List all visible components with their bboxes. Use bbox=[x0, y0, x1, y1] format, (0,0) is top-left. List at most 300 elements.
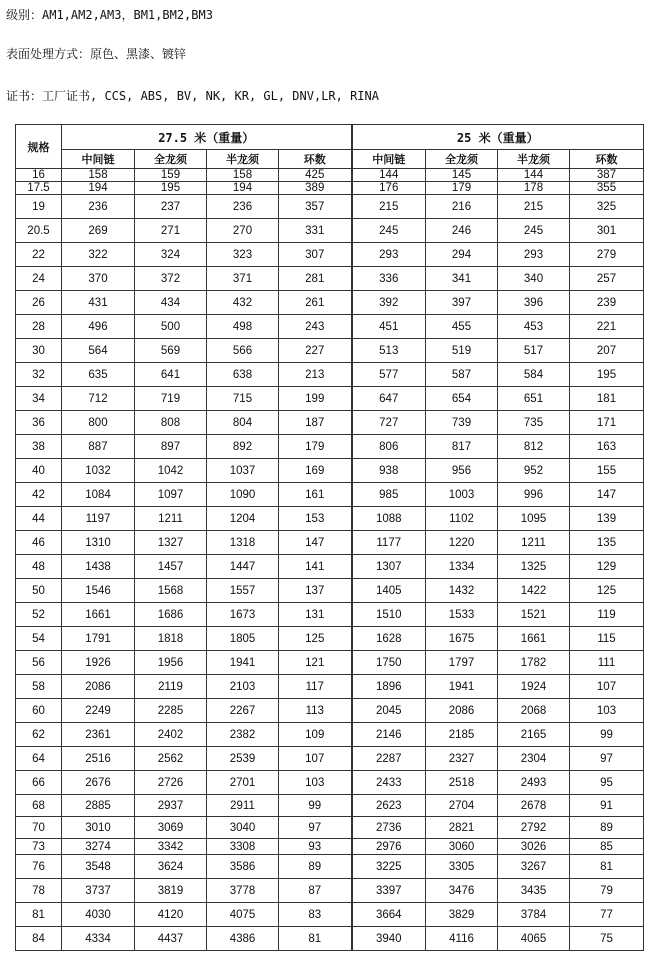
table-row bbox=[16, 927, 644, 951]
value-cell: 1327 bbox=[135, 531, 207, 555]
value-cell: 2285 bbox=[135, 699, 207, 723]
value-cell: 1211 bbox=[135, 507, 207, 531]
value-cell: 806 bbox=[352, 435, 426, 459]
spec-cell: 52 bbox=[16, 603, 62, 627]
table-row bbox=[16, 411, 644, 435]
value-cell: 216 bbox=[426, 195, 498, 219]
value-cell: 169 bbox=[279, 459, 352, 483]
spec-cell: 28 bbox=[16, 315, 62, 339]
spec-cell: 70 bbox=[16, 817, 62, 839]
value-cell: 119 bbox=[570, 603, 644, 627]
value-cell: 2146 bbox=[352, 723, 426, 747]
spec-cell: 68 bbox=[16, 795, 62, 817]
value-cell: 1307 bbox=[352, 555, 426, 579]
value-cell: 1924 bbox=[498, 675, 570, 699]
value-cell: 2701 bbox=[207, 771, 279, 795]
value-cell: 635 bbox=[62, 363, 135, 387]
value-cell: 812 bbox=[498, 435, 570, 459]
value-cell: 270 bbox=[207, 219, 279, 243]
value-cell: 1750 bbox=[352, 651, 426, 675]
table-row bbox=[16, 651, 644, 675]
value-cell: 1818 bbox=[135, 627, 207, 651]
value-cell: 4120 bbox=[135, 903, 207, 927]
value-cell: 651 bbox=[498, 387, 570, 411]
value-cell: 135 bbox=[570, 531, 644, 555]
value-cell: 336 bbox=[352, 267, 426, 291]
value-cell: 87 bbox=[279, 879, 352, 903]
spec-cell: 62 bbox=[16, 723, 62, 747]
table-body bbox=[16, 169, 644, 951]
value-cell: 153 bbox=[279, 507, 352, 531]
subheader-half-tail: 半龙须 bbox=[207, 150, 279, 169]
table-row bbox=[16, 903, 644, 927]
value-cell: 4030 bbox=[62, 903, 135, 927]
value-cell: 1661 bbox=[498, 627, 570, 651]
value-cell: 109 bbox=[279, 723, 352, 747]
value-cell: 1310 bbox=[62, 531, 135, 555]
value-cell: 81 bbox=[279, 927, 352, 951]
table-row bbox=[16, 555, 644, 579]
value-cell: 2103 bbox=[207, 675, 279, 699]
value-cell: 2086 bbox=[62, 675, 135, 699]
table-row bbox=[16, 315, 644, 339]
subheader-full-tail: 全龙须 bbox=[135, 150, 207, 169]
table-row bbox=[16, 387, 644, 411]
value-cell: 3342 bbox=[135, 839, 207, 855]
value-cell: 179 bbox=[279, 435, 352, 459]
value-cell: 243 bbox=[279, 315, 352, 339]
value-cell: 371 bbox=[207, 267, 279, 291]
value-cell: 281 bbox=[279, 267, 352, 291]
value-cell: 425 bbox=[279, 169, 352, 182]
value-cell: 2165 bbox=[498, 723, 570, 747]
value-cell: 195 bbox=[135, 182, 207, 195]
value-cell: 2361 bbox=[62, 723, 135, 747]
value-cell: 131 bbox=[279, 603, 352, 627]
table-row bbox=[16, 747, 644, 771]
value-cell: 2885 bbox=[62, 795, 135, 817]
spec-cell: 54 bbox=[16, 627, 62, 651]
value-cell: 392 bbox=[352, 291, 426, 315]
value-cell: 213 bbox=[279, 363, 352, 387]
value-cell: 227 bbox=[279, 339, 352, 363]
value-cell: 396 bbox=[498, 291, 570, 315]
value-cell: 2976 bbox=[352, 839, 426, 855]
value-cell: 89 bbox=[570, 817, 644, 839]
value-cell: 1197 bbox=[62, 507, 135, 531]
value-cell: 158 bbox=[207, 169, 279, 182]
value-cell: 587 bbox=[426, 363, 498, 387]
value-cell: 269 bbox=[62, 219, 135, 243]
value-cell: 2086 bbox=[426, 699, 498, 723]
value-cell: 91 bbox=[570, 795, 644, 817]
value-cell: 257 bbox=[570, 267, 644, 291]
value-cell: 2678 bbox=[498, 795, 570, 817]
value-cell: 117 bbox=[279, 675, 352, 699]
value-cell: 355 bbox=[570, 182, 644, 195]
value-cell: 3060 bbox=[426, 839, 498, 855]
value-cell: 129 bbox=[570, 555, 644, 579]
value-cell: 3664 bbox=[352, 903, 426, 927]
table-row bbox=[16, 459, 644, 483]
value-cell: 3397 bbox=[352, 879, 426, 903]
spec-cell: 38 bbox=[16, 435, 62, 459]
value-cell: 85 bbox=[570, 839, 644, 855]
value-cell: 2327 bbox=[426, 747, 498, 771]
value-cell: 2382 bbox=[207, 723, 279, 747]
table-row bbox=[16, 699, 644, 723]
value-cell: 3267 bbox=[498, 855, 570, 879]
value-cell: 496 bbox=[62, 315, 135, 339]
value-cell: 221 bbox=[570, 315, 644, 339]
value-cell: 331 bbox=[279, 219, 352, 243]
value-cell: 77 bbox=[570, 903, 644, 927]
value-cell: 1941 bbox=[426, 675, 498, 699]
value-cell: 1791 bbox=[62, 627, 135, 651]
value-cell: 2726 bbox=[135, 771, 207, 795]
value-cell: 1457 bbox=[135, 555, 207, 579]
value-cell: 1447 bbox=[207, 555, 279, 579]
value-cell: 735 bbox=[498, 411, 570, 435]
value-cell: 1686 bbox=[135, 603, 207, 627]
subheader-full-tail: 全龙须 bbox=[426, 150, 498, 169]
value-cell: 566 bbox=[207, 339, 279, 363]
value-cell: 808 bbox=[135, 411, 207, 435]
value-cell: 2623 bbox=[352, 795, 426, 817]
value-cell: 897 bbox=[135, 435, 207, 459]
value-cell: 451 bbox=[352, 315, 426, 339]
value-cell: 1782 bbox=[498, 651, 570, 675]
value-cell: 3308 bbox=[207, 839, 279, 855]
table-row bbox=[16, 291, 644, 315]
value-cell: 245 bbox=[352, 219, 426, 243]
value-cell: 1432 bbox=[426, 579, 498, 603]
value-cell: 2539 bbox=[207, 747, 279, 771]
table-row bbox=[16, 169, 644, 182]
subheader-link-count: 环数 bbox=[570, 150, 644, 169]
value-cell: 207 bbox=[570, 339, 644, 363]
value-cell: 431 bbox=[62, 291, 135, 315]
value-cell: 517 bbox=[498, 339, 570, 363]
value-cell: 2493 bbox=[498, 771, 570, 795]
spec-cell: 19 bbox=[16, 195, 62, 219]
group-25m-header: 25 米（重量） bbox=[352, 125, 644, 150]
table-row bbox=[16, 579, 644, 603]
spec-cell: 46 bbox=[16, 531, 62, 555]
value-cell: 178 bbox=[498, 182, 570, 195]
spec-header: 规格 bbox=[16, 125, 62, 169]
value-cell: 2911 bbox=[207, 795, 279, 817]
value-cell: 159 bbox=[135, 169, 207, 182]
value-cell: 1032 bbox=[62, 459, 135, 483]
value-cell: 985 bbox=[352, 483, 426, 507]
spec-cell: 20.5 bbox=[16, 219, 62, 243]
value-cell: 3737 bbox=[62, 879, 135, 903]
spec-cell: 36 bbox=[16, 411, 62, 435]
value-cell: 79 bbox=[570, 879, 644, 903]
value-cell: 325 bbox=[570, 195, 644, 219]
value-cell: 1675 bbox=[426, 627, 498, 651]
value-cell: 938 bbox=[352, 459, 426, 483]
value-cell: 1088 bbox=[352, 507, 426, 531]
value-cell: 293 bbox=[498, 243, 570, 267]
table-row bbox=[16, 627, 644, 651]
subheader-link-count: 环数 bbox=[279, 150, 352, 169]
table-row bbox=[16, 603, 644, 627]
value-cell: 155 bbox=[570, 459, 644, 483]
value-cell: 1084 bbox=[62, 483, 135, 507]
value-cell: 163 bbox=[570, 435, 644, 459]
value-cell: 95 bbox=[570, 771, 644, 795]
value-cell: 577 bbox=[352, 363, 426, 387]
value-cell: 3026 bbox=[498, 839, 570, 855]
value-cell: 4437 bbox=[135, 927, 207, 951]
table-row bbox=[16, 363, 644, 387]
value-cell: 1204 bbox=[207, 507, 279, 531]
value-cell: 99 bbox=[279, 795, 352, 817]
value-cell: 647 bbox=[352, 387, 426, 411]
spec-cell: 26 bbox=[16, 291, 62, 315]
value-cell: 1405 bbox=[352, 579, 426, 603]
value-cell: 2287 bbox=[352, 747, 426, 771]
value-cell: 103 bbox=[279, 771, 352, 795]
value-cell: 500 bbox=[135, 315, 207, 339]
value-cell: 2185 bbox=[426, 723, 498, 747]
value-cell: 2518 bbox=[426, 771, 498, 795]
value-cell: 887 bbox=[62, 435, 135, 459]
value-cell: 279 bbox=[570, 243, 644, 267]
value-cell: 727 bbox=[352, 411, 426, 435]
value-cell: 453 bbox=[498, 315, 570, 339]
value-cell: 996 bbox=[498, 483, 570, 507]
value-cell: 513 bbox=[352, 339, 426, 363]
value-cell: 2937 bbox=[135, 795, 207, 817]
value-cell: 215 bbox=[498, 195, 570, 219]
spec-cell: 16 bbox=[16, 169, 62, 182]
value-cell: 641 bbox=[135, 363, 207, 387]
value-cell: 519 bbox=[426, 339, 498, 363]
value-cell: 4386 bbox=[207, 927, 279, 951]
value-cell: 800 bbox=[62, 411, 135, 435]
value-cell: 1177 bbox=[352, 531, 426, 555]
value-cell: 2119 bbox=[135, 675, 207, 699]
value-cell: 817 bbox=[426, 435, 498, 459]
value-cell: 1533 bbox=[426, 603, 498, 627]
subheader-half-tail: 半龙须 bbox=[498, 150, 570, 169]
value-cell: 2267 bbox=[207, 699, 279, 723]
value-cell: 1097 bbox=[135, 483, 207, 507]
value-cell: 719 bbox=[135, 387, 207, 411]
value-cell: 4075 bbox=[207, 903, 279, 927]
spec-cell: 78 bbox=[16, 879, 62, 903]
value-cell: 584 bbox=[498, 363, 570, 387]
value-cell: 194 bbox=[62, 182, 135, 195]
spec-cell: 22 bbox=[16, 243, 62, 267]
value-cell: 176 bbox=[352, 182, 426, 195]
value-cell: 2304 bbox=[498, 747, 570, 771]
spec-cell: 81 bbox=[16, 903, 62, 927]
value-cell: 3940 bbox=[352, 927, 426, 951]
value-cell: 3624 bbox=[135, 855, 207, 879]
value-cell: 187 bbox=[279, 411, 352, 435]
value-cell: 4065 bbox=[498, 927, 570, 951]
value-cell: 1926 bbox=[62, 651, 135, 675]
table-row bbox=[16, 219, 644, 243]
value-cell: 1896 bbox=[352, 675, 426, 699]
value-cell: 75 bbox=[570, 927, 644, 951]
value-cell: 307 bbox=[279, 243, 352, 267]
value-cell: 389 bbox=[279, 182, 352, 195]
value-cell: 3305 bbox=[426, 855, 498, 879]
value-cell: 1805 bbox=[207, 627, 279, 651]
value-cell: 654 bbox=[426, 387, 498, 411]
value-cell: 97 bbox=[570, 747, 644, 771]
value-cell: 1211 bbox=[498, 531, 570, 555]
spec-cell: 42 bbox=[16, 483, 62, 507]
value-cell: 372 bbox=[135, 267, 207, 291]
value-cell: 147 bbox=[570, 483, 644, 507]
value-cell: 1102 bbox=[426, 507, 498, 531]
value-cell: 301 bbox=[570, 219, 644, 243]
value-cell: 103 bbox=[570, 699, 644, 723]
spec-cell: 58 bbox=[16, 675, 62, 699]
value-cell: 2433 bbox=[352, 771, 426, 795]
value-cell: 137 bbox=[279, 579, 352, 603]
value-cell: 2516 bbox=[62, 747, 135, 771]
value-cell: 638 bbox=[207, 363, 279, 387]
value-cell: 1510 bbox=[352, 603, 426, 627]
value-cell: 2821 bbox=[426, 817, 498, 839]
value-cell: 2068 bbox=[498, 699, 570, 723]
value-cell: 271 bbox=[135, 219, 207, 243]
value-cell: 1042 bbox=[135, 459, 207, 483]
table-row bbox=[16, 507, 644, 531]
value-cell: 194 bbox=[207, 182, 279, 195]
value-cell: 1220 bbox=[426, 531, 498, 555]
spec-cell: 50 bbox=[16, 579, 62, 603]
value-cell: 125 bbox=[279, 627, 352, 651]
value-cell: 432 bbox=[207, 291, 279, 315]
table-row bbox=[16, 795, 644, 817]
spec-cell: 17.5 bbox=[16, 182, 62, 195]
value-cell: 246 bbox=[426, 219, 498, 243]
value-cell: 4334 bbox=[62, 927, 135, 951]
table-row bbox=[16, 675, 644, 699]
value-cell: 1318 bbox=[207, 531, 279, 555]
spec-cell: 40 bbox=[16, 459, 62, 483]
chain-weight-table bbox=[15, 124, 644, 951]
value-cell: 115 bbox=[570, 627, 644, 651]
value-cell: 323 bbox=[207, 243, 279, 267]
value-cell: 1941 bbox=[207, 651, 279, 675]
value-cell: 1037 bbox=[207, 459, 279, 483]
value-cell: 1438 bbox=[62, 555, 135, 579]
table-row bbox=[16, 483, 644, 507]
table-row bbox=[16, 182, 644, 195]
spec-cell: 60 bbox=[16, 699, 62, 723]
spec-cell: 64 bbox=[16, 747, 62, 771]
value-cell: 1661 bbox=[62, 603, 135, 627]
value-cell: 3225 bbox=[352, 855, 426, 879]
value-cell: 161 bbox=[279, 483, 352, 507]
value-cell: 2736 bbox=[352, 817, 426, 839]
group-27-5m-header: 27.5 米（重量） bbox=[62, 125, 352, 150]
table-row bbox=[16, 267, 644, 291]
table-row bbox=[16, 243, 644, 267]
value-cell: 237 bbox=[135, 195, 207, 219]
value-cell: 3819 bbox=[135, 879, 207, 903]
spec-cell: 56 bbox=[16, 651, 62, 675]
value-cell: 139 bbox=[570, 507, 644, 531]
value-cell: 195 bbox=[570, 363, 644, 387]
value-cell: 434 bbox=[135, 291, 207, 315]
value-cell: 564 bbox=[62, 339, 135, 363]
value-cell: 239 bbox=[570, 291, 644, 315]
value-cell: 111 bbox=[570, 651, 644, 675]
value-cell: 3069 bbox=[135, 817, 207, 839]
value-cell: 455 bbox=[426, 315, 498, 339]
value-cell: 1334 bbox=[426, 555, 498, 579]
value-cell: 2704 bbox=[426, 795, 498, 817]
value-cell: 83 bbox=[279, 903, 352, 927]
value-cell: 324 bbox=[135, 243, 207, 267]
value-cell: 322 bbox=[62, 243, 135, 267]
value-cell: 1797 bbox=[426, 651, 498, 675]
value-cell: 2249 bbox=[62, 699, 135, 723]
value-cell: 3778 bbox=[207, 879, 279, 903]
value-cell: 158 bbox=[62, 169, 135, 182]
value-cell: 141 bbox=[279, 555, 352, 579]
value-cell: 179 bbox=[426, 182, 498, 195]
value-cell: 147 bbox=[279, 531, 352, 555]
value-cell: 3829 bbox=[426, 903, 498, 927]
value-cell: 892 bbox=[207, 435, 279, 459]
value-cell: 236 bbox=[62, 195, 135, 219]
value-cell: 3274 bbox=[62, 839, 135, 855]
spec-cell: 76 bbox=[16, 855, 62, 879]
subheader-middle-chain: 中间链 bbox=[352, 150, 426, 169]
table-row bbox=[16, 435, 644, 459]
value-cell: 370 bbox=[62, 267, 135, 291]
value-cell: 121 bbox=[279, 651, 352, 675]
value-cell: 397 bbox=[426, 291, 498, 315]
spec-cell: 73 bbox=[16, 839, 62, 855]
value-cell: 1956 bbox=[135, 651, 207, 675]
table-row bbox=[16, 723, 644, 747]
value-cell: 715 bbox=[207, 387, 279, 411]
value-cell: 357 bbox=[279, 195, 352, 219]
spec-cell: 48 bbox=[16, 555, 62, 579]
value-cell: 294 bbox=[426, 243, 498, 267]
value-cell: 3586 bbox=[207, 855, 279, 879]
value-cell: 3010 bbox=[62, 817, 135, 839]
table-row bbox=[16, 839, 644, 855]
spec-cell: 66 bbox=[16, 771, 62, 795]
value-cell: 93 bbox=[279, 839, 352, 855]
value-cell: 171 bbox=[570, 411, 644, 435]
value-cell: 245 bbox=[498, 219, 570, 243]
value-cell: 107 bbox=[570, 675, 644, 699]
value-cell: 181 bbox=[570, 387, 644, 411]
value-cell: 3784 bbox=[498, 903, 570, 927]
value-cell: 81 bbox=[570, 855, 644, 879]
spec-cell: 44 bbox=[16, 507, 62, 531]
value-cell: 4116 bbox=[426, 927, 498, 951]
value-cell: 804 bbox=[207, 411, 279, 435]
value-cell: 89 bbox=[279, 855, 352, 879]
value-cell: 2562 bbox=[135, 747, 207, 771]
spec-cell: 30 bbox=[16, 339, 62, 363]
